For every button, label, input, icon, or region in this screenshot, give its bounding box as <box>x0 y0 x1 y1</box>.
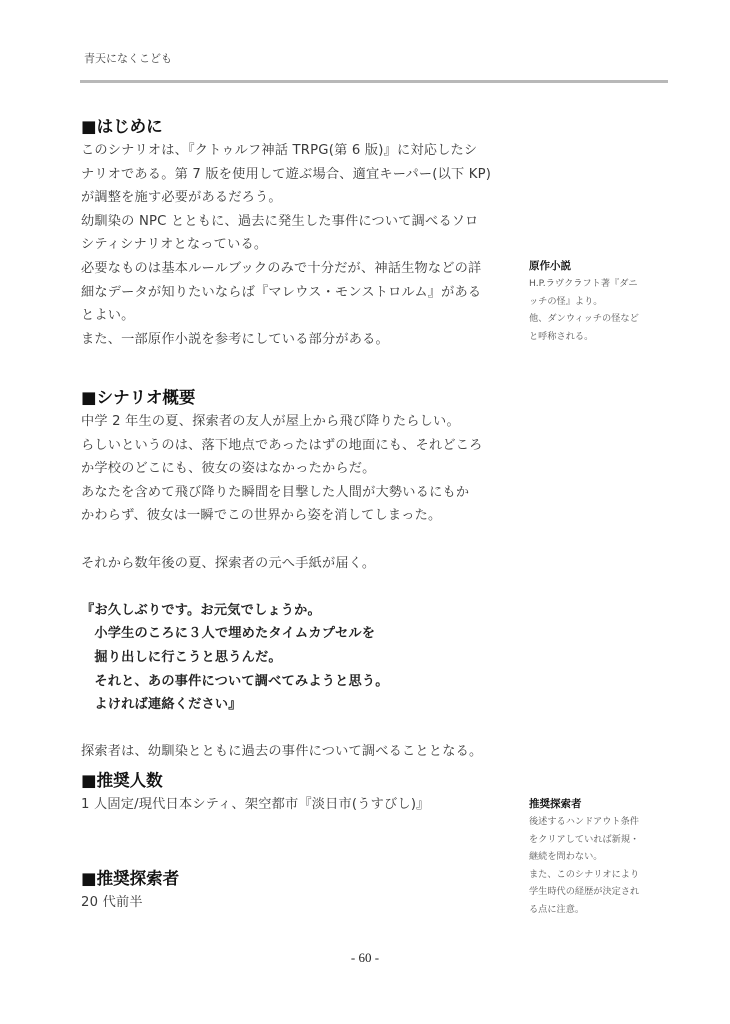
paragraph-line: らしいというのは、落下地点であったはずの地面にも、それどころ <box>81 437 483 453</box>
letter-quote <box>81 599 501 717</box>
sidenote-line: と呼称される。 <box>529 330 594 342</box>
section-overview <box>81 386 501 764</box>
letter-line: 『お久しぶりです。お元気でしょうか。 <box>81 602 321 618</box>
letter-line: 小学生のころに３人で埋めたタイムカプセルを <box>81 626 376 642</box>
header-rule <box>80 80 668 83</box>
paragraph-line: 必要なものは基本ルールブックのみで十分だが、神話生物などの詳 <box>81 260 482 276</box>
letter-line: よければ連絡ください』 <box>81 697 242 713</box>
sidenote-line: 他、ダンウィッチの怪など <box>529 313 639 324</box>
paragraph-line: 1 人固定/現代日本シティ、架空都市『淡日市(うすびし)』 <box>81 797 430 812</box>
page-number: - 60 - <box>350 950 380 965</box>
sidenote-title: 原作小説 <box>529 260 571 272</box>
sidenote-line: 継続を問わない。 <box>529 851 603 862</box>
paragraph-line: 探索者は、幼馴染とともに過去の事件について調べることとなる。 <box>81 744 483 760</box>
paragraph-line: このシナリオは、『クトゥルフ神話 TRPG(第 6 版)』に対応したシ <box>81 143 478 158</box>
paragraph-line: 細なデータが知りたいならば『マレウス・モンストロルム』がある <box>81 284 482 300</box>
sidenote-line: また、このシナリオにより <box>529 868 640 880</box>
section-recommended-investigator <box>81 867 501 915</box>
sidenote-line: る点に注意。 <box>529 903 585 915</box>
paragraph-line: 20 代前半 <box>81 895 143 910</box>
paragraph-line: 幼馴染の NPC とともに、過去に発生した事件について調べるソロ <box>81 213 479 229</box>
paragraph-line: シティシナリオとなっている。 <box>81 237 268 253</box>
paragraph-line: かわらず、彼女は一瞬でこの世界から姿を消してしまった。 <box>81 508 442 524</box>
section-introduction <box>81 115 501 351</box>
paragraph-line: あなたを含めて飛び降りた瞬間を目撃した人間が大勢いるにもか <box>81 484 470 500</box>
sidenote-line: をクリアしていれば新規・ <box>529 833 640 845</box>
letter-line: それと、あの事件について調べてみようと思う。 <box>81 673 389 689</box>
sidenote-line: H.P.ラヴクラフト著『ダニ <box>529 278 638 289</box>
section-heading: ■推奨人数 <box>81 771 163 790</box>
paragraph-line: か学校のどこにも、彼女の姿はなかったからだ。 <box>81 461 376 477</box>
paragraph-line: 中学 2 年生の夏、探索者の友人が屋上から飛び降りたらしい。 <box>81 414 460 429</box>
paragraph-line: とよい。 <box>81 308 135 324</box>
section-heading: ■シナリオ概要 <box>81 388 196 407</box>
sidenote-title: 推奨探索者 <box>529 798 582 810</box>
sidenote-recommended-investigator <box>529 795 669 918</box>
paragraph-line: それから数年後の夏、探索者の元へ手紙が届く。 <box>81 555 376 571</box>
sidenote-line: 学生時代の経歴が決定され <box>529 886 640 897</box>
section-player-count <box>81 769 501 817</box>
sidenote-line: 後述するハンドアウト条件 <box>529 816 639 827</box>
sidenote-original-novel <box>529 257 669 345</box>
sidenote-line: ッチの怪』より。 <box>529 295 603 307</box>
paragraph-line: が調整を施す必要があるだろう。 <box>81 190 282 206</box>
section-heading: ■推奨探索者 <box>81 869 180 888</box>
paragraph-line: また、一部原作小説を参考にしている部分がある。 <box>81 331 389 347</box>
running-header: 青天になくこども <box>84 52 172 65</box>
letter-line: 掘り出しに行こうと思うんだ。 <box>81 649 282 665</box>
paragraph-line: ナリオである。第 7 版を使用して遊ぶ場合、適宜キーパー(以下 KP) <box>81 166 492 182</box>
section-heading: ■はじめに <box>81 117 163 136</box>
